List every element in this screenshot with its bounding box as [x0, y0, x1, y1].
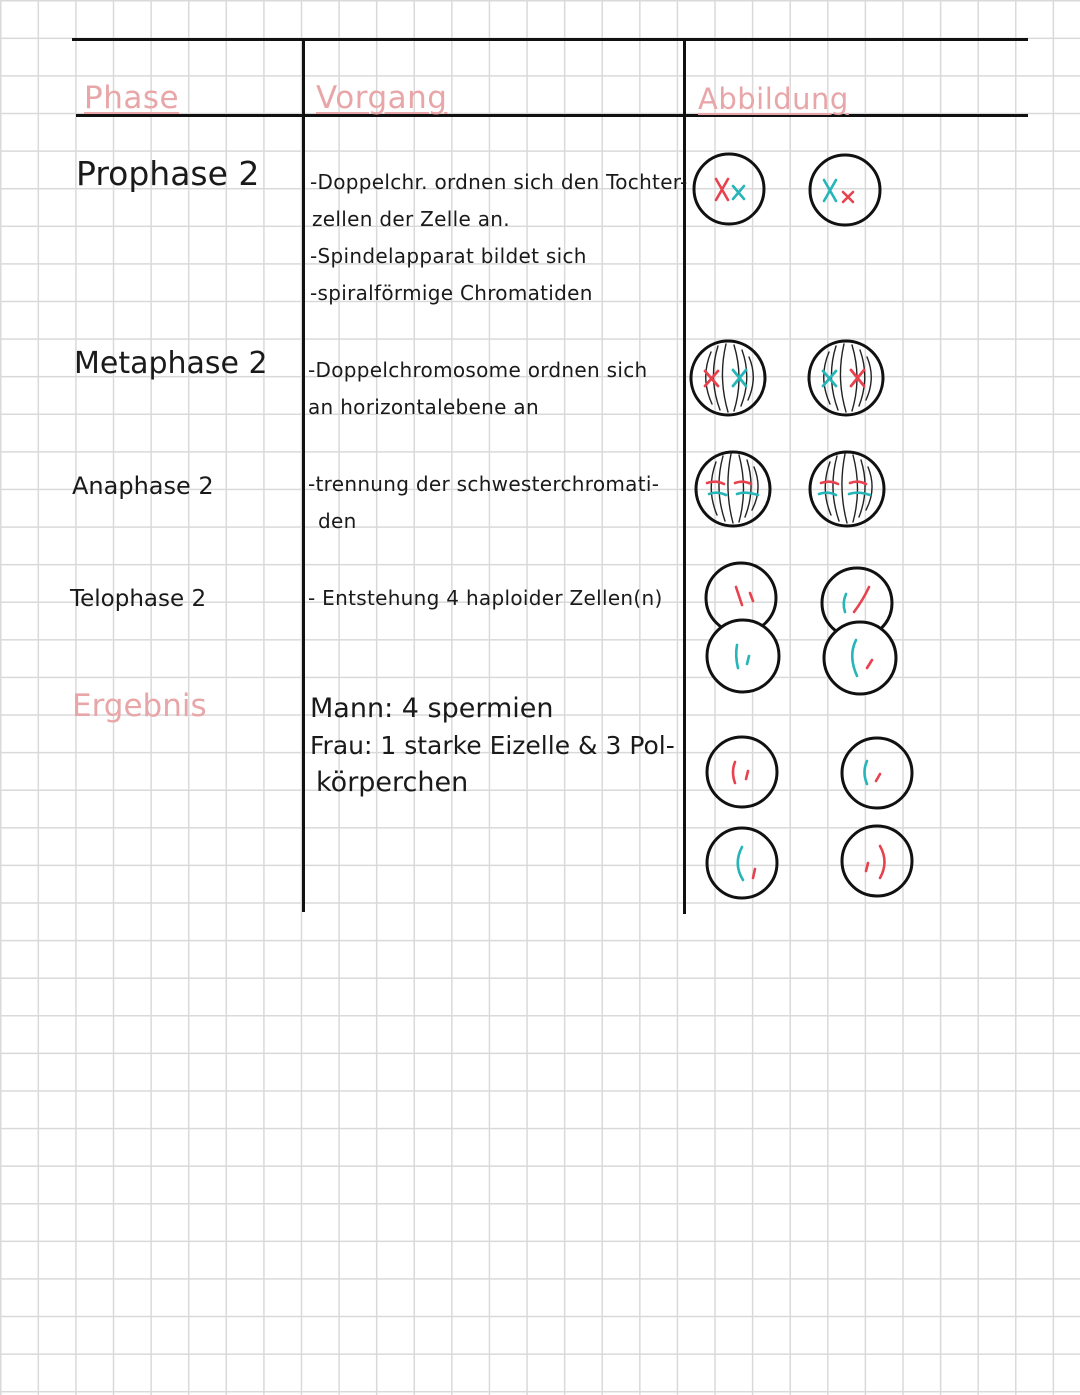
metaphase-cell-right: [809, 341, 883, 415]
phase-anaphase: Anaphase 2: [72, 472, 214, 500]
phase-metaphase: Metaphase 2: [74, 346, 268, 381]
process-line: -Spindelapparat bildet sich: [310, 244, 587, 268]
result-line: Frau: 1 starke Eizelle & 3 Pol-: [310, 731, 675, 760]
result-cell-2: [842, 738, 912, 808]
header-process: Vorgang: [316, 80, 448, 116]
phase-prophase: Prophase 2: [76, 154, 260, 193]
result-line: körperchen: [316, 767, 469, 798]
phase-telophase: Telophase 2: [70, 586, 207, 612]
process-line: - Entstehung 4 haploider Zellen(n): [308, 586, 663, 610]
prophase-cell-right: [810, 155, 880, 225]
telophase-cell-bottom-left: [707, 620, 779, 692]
process-line: zellen der Zelle an.: [312, 207, 510, 231]
header-phase: Phase: [84, 80, 180, 116]
process-line: an horizontalebene an: [308, 395, 539, 419]
anaphase-cell-right: [810, 452, 884, 526]
telophase-cell-bottom-right: [824, 622, 896, 694]
prophase-cell-left: [694, 154, 764, 224]
process-line: -spiralförmige Chromatiden: [310, 281, 593, 305]
process-line: -Doppelchromosome ordnen sich: [308, 358, 648, 382]
result-line: Mann: 4 spermien: [310, 693, 554, 724]
result-cell-3: [707, 828, 777, 898]
header-figure: Abbildung: [698, 82, 849, 116]
metaphase-cell-left: [691, 341, 765, 415]
process-line: -Doppelchr. ordnen sich den Tochter-: [310, 170, 688, 194]
result-cell-1: [707, 737, 777, 807]
result-cell-4: [842, 826, 912, 896]
process-line: -trennung der schwesterchromati-: [308, 472, 660, 496]
phase-result: Ergebnis: [72, 688, 207, 724]
anaphase-cell-left: [696, 452, 770, 526]
process-line: den: [318, 509, 357, 533]
